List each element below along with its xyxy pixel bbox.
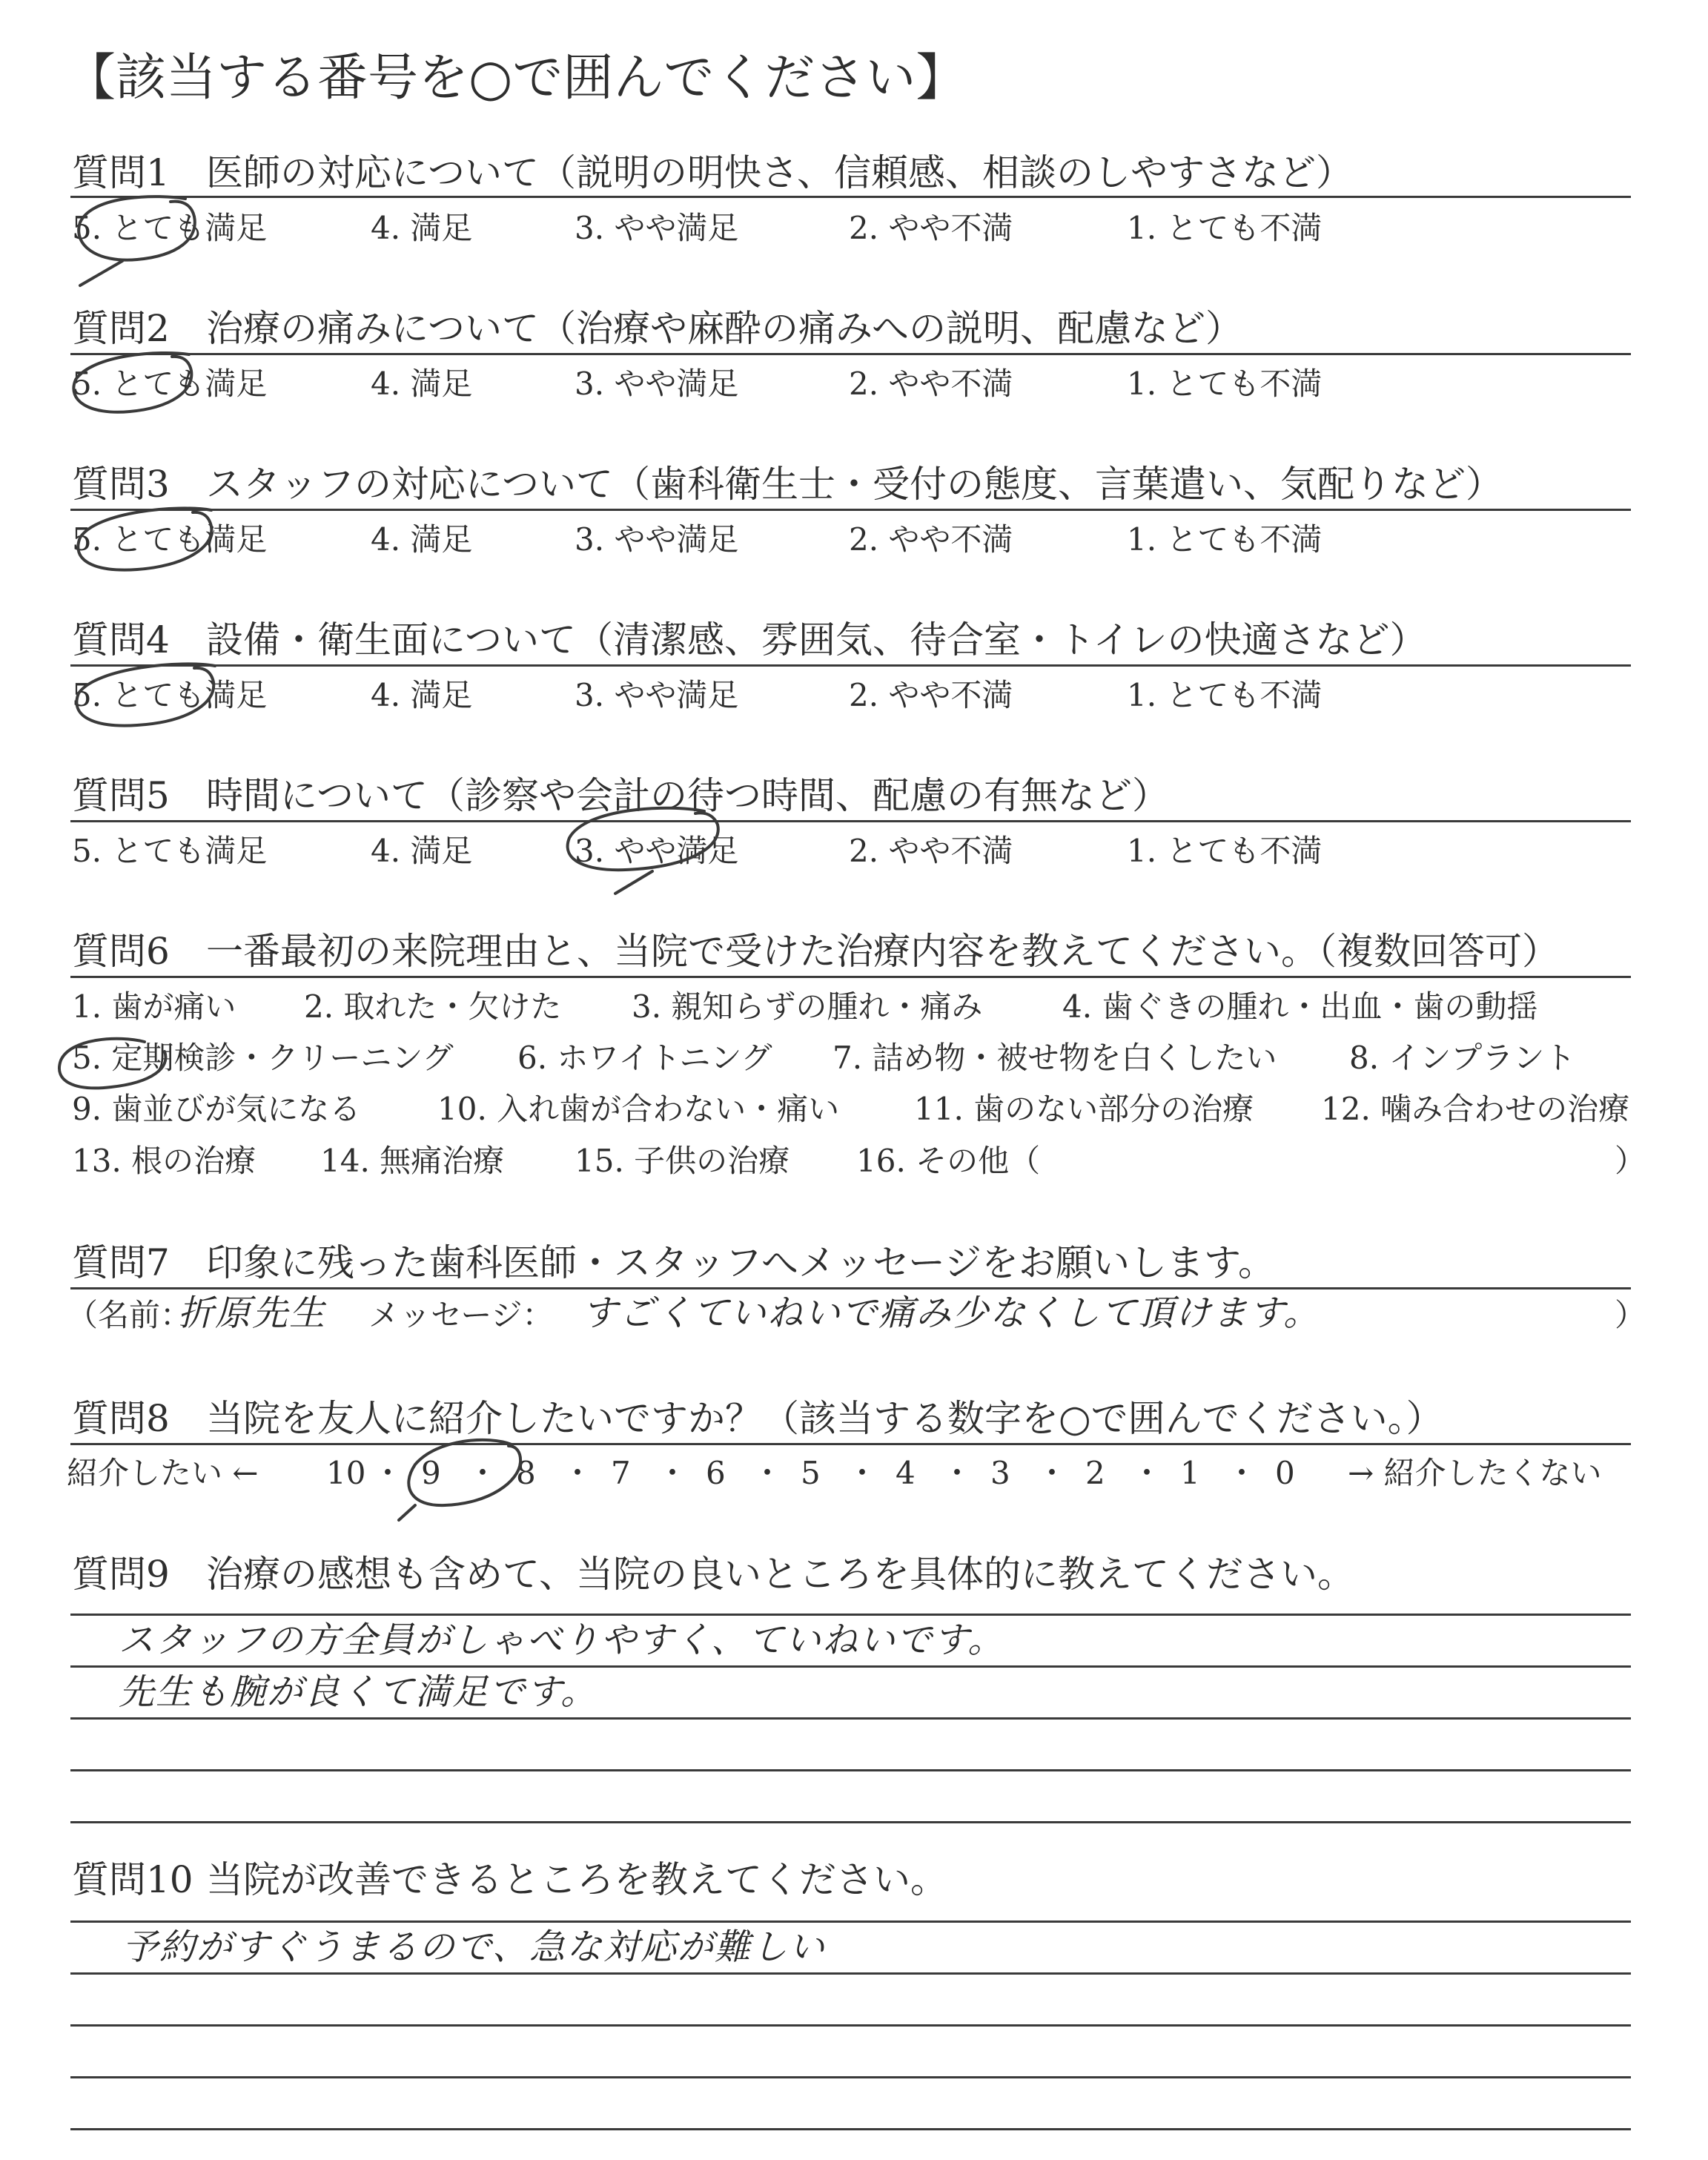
question-6-text: 一番最初の来院理由と、当院で受けた治療内容を教えてください。（複数回答可）: [206, 930, 1559, 973]
question-4-text: 設備・衛生面について（清潔感、雰囲気、待合室・トイレの快適さなど）: [206, 618, 1427, 661]
q6-option-13[interactable]: 13. 根の治療: [72, 1143, 256, 1179]
q8-scale-10[interactable]: 10: [326, 1455, 366, 1491]
q8-scale-0[interactable]: 0: [1275, 1455, 1295, 1491]
q1-option-4[interactable]: 4. 満足: [371, 210, 473, 246]
q8-scale-6[interactable]: 6: [706, 1455, 726, 1491]
q9-answer-text-1[interactable]: スタッフの方全員がしゃべりやすく、ていねいです。: [119, 1619, 1005, 1661]
q6-option-6[interactable]: 6. ホワイトニング: [517, 1040, 772, 1076]
question-2-text: 治療の痛みについて（治療や麻酔の痛みへの説明、配慮など）: [206, 307, 1242, 350]
q10-answer-line-2: [70, 1972, 1631, 1975]
q8-scale-3[interactable]: 3: [990, 1455, 1010, 1491]
q10-answer-text-1[interactable]: 予約がすぐうまるので、急な対応が難しい: [122, 1926, 827, 1968]
q8-scale-separator: ・: [372, 1455, 404, 1491]
q7-message-label: メッセージ：: [368, 1297, 554, 1333]
q5-option-3[interactable]: 3. やや満足: [575, 833, 739, 869]
q7-close: ）: [1615, 1297, 1646, 1333]
question-10-label: 質問10: [72, 1858, 193, 1901]
q8-right-label: → 紹介したくない: [1348, 1455, 1602, 1491]
question-1-label: 質問1: [72, 151, 170, 194]
q8-scale-separator: ・: [657, 1455, 689, 1491]
q5-option-4[interactable]: 4. 満足: [371, 833, 473, 869]
q6-option-9[interactable]: 9. 歯並びが気になる: [72, 1091, 361, 1127]
q4-option-4[interactable]: 4. 満足: [371, 677, 473, 713]
question-5-label: 質問5: [72, 774, 170, 817]
q6-option-1[interactable]: 1. 歯が痛い: [72, 988, 236, 1025]
q3-option-2[interactable]: 2. やや不満: [849, 521, 1013, 558]
q9-answer-line-1: [70, 1614, 1631, 1616]
q9-answer-line-2: [70, 1665, 1631, 1668]
question-2-label: 質問2: [72, 307, 170, 350]
q2-option-1[interactable]: 1. とても不満: [1127, 366, 1323, 402]
q9-answer-line-4: [70, 1769, 1631, 1771]
q7-name-value[interactable]: 折原先生: [178, 1292, 327, 1334]
q8-scale-9[interactable]: 9: [421, 1455, 441, 1491]
question-2-rule: [70, 353, 1631, 355]
q9-answer-line-3: [70, 1717, 1631, 1720]
q8-left-label: 紹介したい ←: [67, 1455, 259, 1491]
question-7-text: 印象に残った歯科医師・スタッフへメッセージをお願いします。: [206, 1241, 1275, 1284]
q5-option-1[interactable]: 1. とても不満: [1127, 833, 1323, 869]
q8-scale-separator: ・: [847, 1455, 878, 1491]
q4-option-5[interactable]: 5. とても満足: [72, 677, 268, 713]
question-10-text: 当院が改善できるところを教えてください。: [206, 1858, 947, 1901]
q6-option-10[interactable]: 10. 入れ歯が合わない・痛い: [437, 1091, 840, 1127]
q6-option-3[interactable]: 3. 親知らずの腫れ・痛み: [632, 988, 983, 1025]
question-5-text: 時間について（診察や会計の待つ時間、配慮の有無など）: [206, 774, 1169, 817]
q4-option-2[interactable]: 2. やや不満: [849, 677, 1013, 713]
q6-option-4[interactable]: 4. 歯ぐきの腫れ・出血・歯の動揺: [1062, 988, 1538, 1025]
question-7-label: 質問7: [72, 1241, 170, 1284]
q7-message-value[interactable]: すごくていねいで痛み少なくして頂けます。: [582, 1292, 1321, 1334]
question-3-label: 質問3: [72, 463, 170, 506]
q1-option-1[interactable]: 1. とても不満: [1127, 210, 1323, 246]
question-7-rule: [70, 1287, 1631, 1289]
q8-scale-7[interactable]: 7: [611, 1455, 631, 1491]
q3-option-1[interactable]: 1. とても不満: [1127, 521, 1323, 558]
q1-option-5[interactable]: 5. とても満足: [72, 210, 268, 246]
question-8-rule: [70, 1443, 1631, 1445]
q8-scale-separator: ・: [1226, 1455, 1258, 1491]
q6-option-14[interactable]: 14. 無痛治療: [320, 1143, 505, 1179]
q7-name-label: （名前：: [67, 1297, 192, 1333]
q8-scale-8[interactable]: 8: [516, 1455, 536, 1491]
question-1-rule: [70, 196, 1631, 198]
question-4-rule: [70, 664, 1631, 667]
q8-scale-separator: ・: [1036, 1455, 1068, 1491]
question-4-label: 質問4: [72, 618, 170, 661]
question-6-rule: [70, 976, 1631, 978]
question-1-text: 医師の対応について（説明の明快さ、信頼感、相談のしやすさなど）: [206, 151, 1353, 194]
question-8-label: 質問8: [72, 1397, 170, 1440]
q8-scale-separator: ・: [1131, 1455, 1163, 1491]
q8-scale-5[interactable]: 5: [801, 1455, 821, 1491]
survey-title: 【該当する番号を○で囲んでください】: [65, 49, 967, 108]
q8-scale-separator: ・: [941, 1455, 973, 1491]
q10-answer-line-5: [70, 2128, 1631, 2130]
q5-option-2[interactable]: 2. やや不満: [849, 833, 1013, 869]
q6-option-11[interactable]: 11. 歯のない部分の治療: [914, 1091, 1254, 1127]
q6-option-8[interactable]: 8. インプラント: [1349, 1040, 1576, 1076]
q6-option-15[interactable]: 15. 子供の治療: [575, 1143, 790, 1179]
q10-answer-line-1: [70, 1920, 1631, 1923]
question-5-rule: [70, 820, 1631, 822]
q9-answer-line-5: [70, 1821, 1631, 1823]
q8-scale-4[interactable]: 4: [896, 1455, 916, 1491]
q2-option-2[interactable]: 2. やや不満: [849, 366, 1013, 402]
question-9-text: 治療の感想も含めて、当院の良いところを具体的に教えてください。: [206, 1553, 1354, 1596]
q3-option-5[interactable]: 5. とても満足: [72, 521, 268, 558]
question-3-rule: [70, 509, 1631, 511]
q1-option-3[interactable]: 3. やや満足: [575, 210, 739, 246]
q8-scale-2[interactable]: 2: [1085, 1455, 1105, 1491]
q9-answer-text-2[interactable]: 先生も腕が良くて満足です。: [119, 1671, 598, 1713]
question-3-text: スタッフの対応について（歯科衛生士・受付の態度、言葉遣い、気配りなど）: [206, 463, 1503, 506]
q6-option-12[interactable]: 12. 噛み合わせの治療: [1321, 1091, 1630, 1127]
q8-scale-1[interactable]: 1: [1180, 1455, 1200, 1491]
question-6-label: 質問6: [72, 930, 170, 973]
q6-other-close: ）: [1615, 1143, 1646, 1179]
q1-option-2[interactable]: 2. やや不満: [849, 210, 1013, 246]
q2-option-5[interactable]: 5. とても満足: [72, 366, 268, 402]
q3-option-4[interactable]: 4. 満足: [371, 521, 473, 558]
q6-option-7[interactable]: 7. 詰め物・被せ物を白くしたい: [833, 1040, 1277, 1076]
q4-option-3[interactable]: 3. やや満足: [575, 677, 739, 713]
q4-option-1[interactable]: 1. とても不満: [1127, 677, 1323, 713]
q10-answer-line-4: [70, 2076, 1631, 2078]
q2-option-3[interactable]: 3. やや満足: [575, 366, 739, 402]
q5-option-5[interactable]: 5. とても満足: [72, 833, 268, 869]
question-9-label: 質問9: [72, 1553, 170, 1596]
q6-option-16[interactable]: 16. その他（: [856, 1143, 1041, 1179]
q8-scale-separator: ・: [467, 1455, 499, 1491]
question-8-text: 当院を友人に紹介したいですか？（該当する数字を○で囲んでください。）: [206, 1397, 1443, 1440]
q6-option-5[interactable]: 5. 定期検診・クリーニング: [72, 1040, 454, 1076]
q6-option-2[interactable]: 2. 取れた・欠けた: [304, 988, 562, 1025]
q3-option-3[interactable]: 3. やや満足: [575, 521, 739, 558]
q2-option-4[interactable]: 4. 満足: [371, 366, 473, 402]
q8-selection-circle: [399, 1440, 520, 1520]
q8-scale-separator: ・: [562, 1455, 594, 1491]
q8-scale-separator: ・: [752, 1455, 784, 1491]
q10-answer-line-3: [70, 2024, 1631, 2027]
